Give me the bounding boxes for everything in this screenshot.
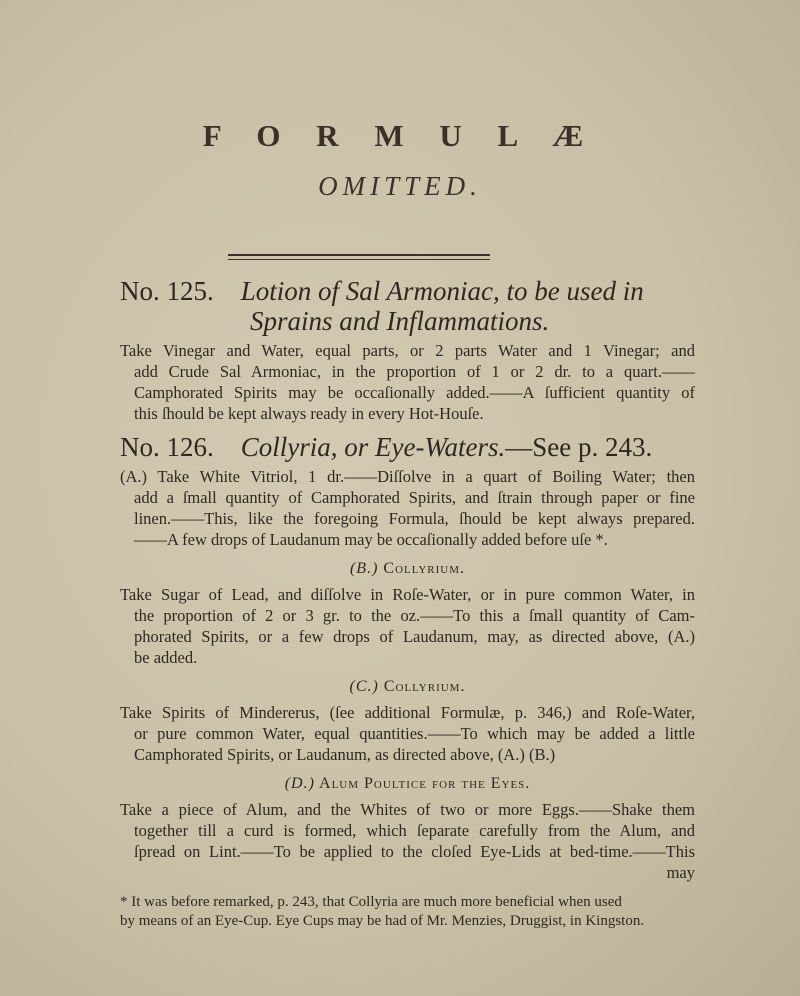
text-line: Camphorated Spirits, or Laudanum, as directed above, (A.) (B.) bbox=[134, 745, 556, 764]
text-line: phorated Spirits, or a few drops of Laudanum, may, as directed above, (A.) bbox=[134, 627, 695, 646]
heading-no125-line2 bbox=[120, 306, 695, 336]
page-subtitle: OMITTED. bbox=[318, 171, 482, 201]
text-line: Take a piece of Alum, and the Whites of two or more Eggs.——Shake them bbox=[120, 800, 695, 819]
text-line: this ſhould be kept always ready in every Hot-Houſe. bbox=[134, 404, 484, 423]
text-line: together till a curd is formed, which ſeparate carefully from the Alum, and bbox=[134, 821, 695, 840]
text-line: be added. bbox=[134, 648, 198, 667]
subheading-d bbox=[120, 773, 695, 795]
formula-number: No. 125. bbox=[120, 276, 214, 306]
footnote bbox=[120, 893, 695, 931]
formula-title: Lotion of Sal Armoniac, to be used in bbox=[240, 276, 644, 306]
paragraph-d bbox=[120, 799, 695, 862]
page-title: F O R M U L Æ bbox=[202, 118, 598, 153]
text-line: the proportion of 2 or 3 gr. to the oz.——To this a ſmall quantity of Cam- bbox=[134, 606, 695, 625]
formula-title-cont: Sprains and Inflammations. bbox=[250, 306, 550, 336]
text-line: Take Vinegar and Water, equal parts, or 2 parts Water and 1 Vinegar; and bbox=[120, 341, 695, 360]
section-label: (C.) bbox=[349, 678, 379, 695]
heading-no126 bbox=[120, 432, 695, 462]
heading-no125 bbox=[120, 276, 695, 306]
section-heading: Collyrium. bbox=[383, 560, 466, 577]
subheading-b bbox=[120, 558, 695, 580]
footnote-line: by means of an Eye-Cup. Eye Cups may be had of Mr. Menzies, Druggist, in Kingston. bbox=[120, 913, 645, 929]
text-line: linen.——This, like the foregoing Formula, ſhould be kept always prepared. bbox=[134, 509, 695, 528]
page-reference: —See p. 243. bbox=[505, 432, 653, 462]
subheading-c bbox=[120, 676, 695, 698]
section-label: (D.) bbox=[284, 775, 315, 792]
text-line: add Crude Sal Armoniac, in the proportion of 1 or 2 dr. to a quart.—— bbox=[134, 362, 695, 381]
paragraph-no126 bbox=[120, 466, 695, 550]
footnote-line: * It was before remarked, p. 243, that Collyria are much more beneficial when used bbox=[120, 894, 622, 910]
text-line: ——A few drops of Laudanum may be occaſionally added before uſe *. bbox=[134, 530, 608, 549]
paragraph-no125 bbox=[120, 340, 695, 424]
section-label: (B.) bbox=[349, 560, 379, 577]
section-heading: Alum Poultice for the Eyes. bbox=[319, 775, 531, 792]
text-line: Camphorated Spirits may be occaſionally added.——A ſufficient quantity of bbox=[134, 383, 695, 402]
paragraph-c bbox=[120, 702, 695, 765]
text-line: Take Sugar of Lead, and diſſolve in Roſe-Water, or in pure common Water, in bbox=[120, 585, 695, 604]
page-body bbox=[120, 276, 695, 931]
text-line: add a ſmall quantity of Camphorated Spirits, and ſtrain through paper or fine bbox=[134, 488, 695, 507]
text-line: Take Spirits of Mindererus, (ſee additional Formulæ, p. 346,) and Roſe-Water, bbox=[120, 703, 695, 722]
text-line: or pure common Water, equal quantities.——To which may be added a little bbox=[134, 724, 695, 743]
divider-rule bbox=[228, 254, 490, 260]
text-line: (A.) Take White Vitriol, 1 dr.——Diſſolve in a quart of Boiling Water; then bbox=[120, 467, 695, 486]
section-heading: Collyrium. bbox=[383, 678, 466, 695]
text-line: ſpread on Lint.——To be applied to the cloſed Eye-Lids at bed-time.——This bbox=[134, 842, 695, 861]
formula-number: No. 126. bbox=[120, 432, 214, 462]
formula-title: Collyria, or Eye-Waters. bbox=[240, 432, 506, 462]
paragraph-b bbox=[120, 584, 695, 668]
catchword: may bbox=[666, 863, 695, 882]
